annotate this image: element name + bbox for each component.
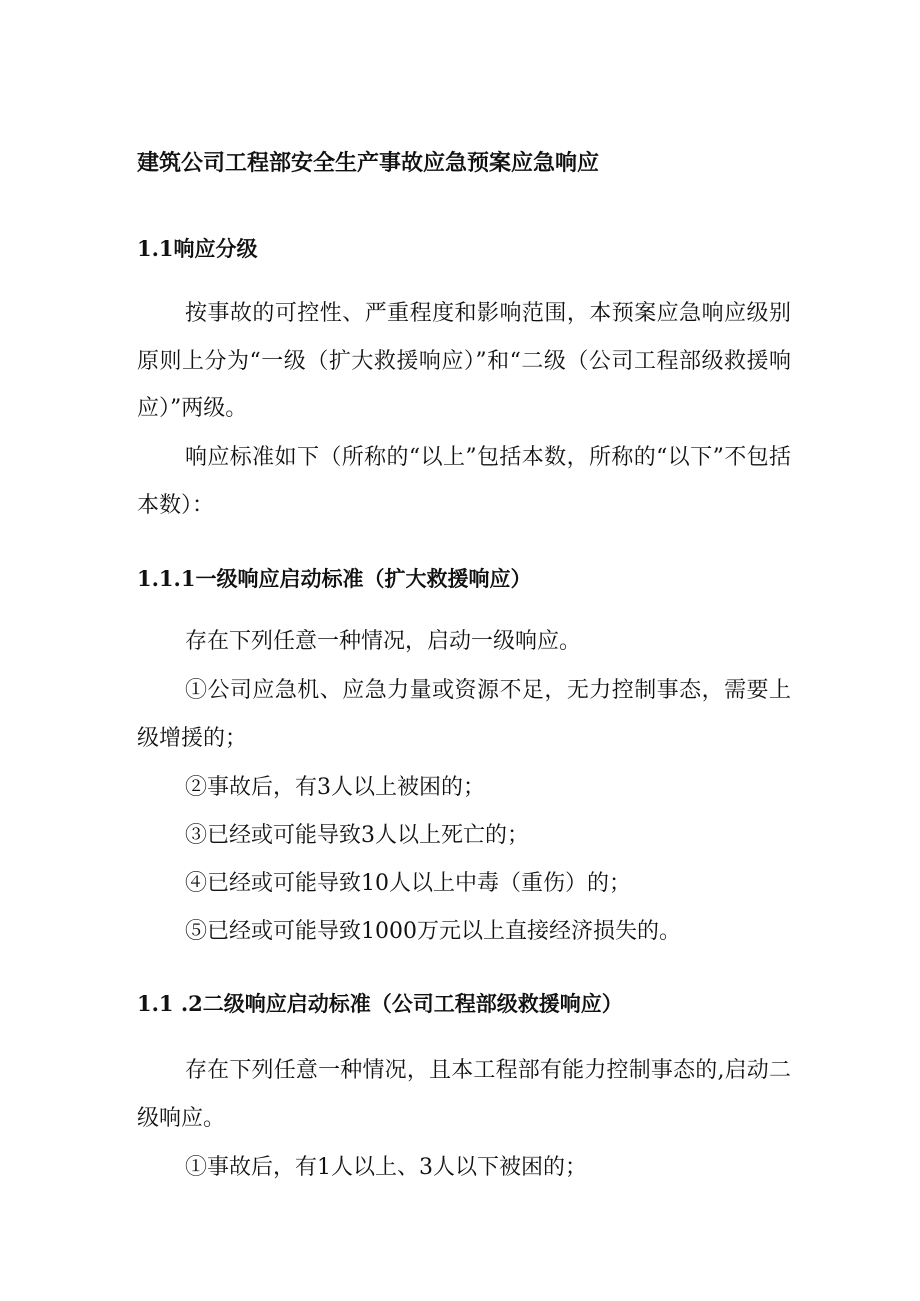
paragraph-response-standards: 响应标准如下（所称的“以上”包括本数，所称的“以下”不包括本数）：: [137, 445, 791, 518]
section-heading-1-1-1: 1.1.1一级响应启动标准（扩大救援响应）: [137, 566, 532, 591]
level-one-item: ⑤已经或可能导致1000万元以上直接经济损失的。: [185, 919, 681, 944]
section-heading-1-1-2: 1.1 .2二级响应启动标准（公司工程部级救援响应）: [137, 991, 623, 1016]
paragraph-response-levels: 按事故的可控性、严重程度和影响范围，本预案应急响应级别原则上分为“一级（扩大救援响应）”和“二级（公司工程部级救援响应）”两级。: [137, 301, 791, 421]
document-title: 建筑公司工程部安全生产事故应急预案应急响应: [137, 150, 600, 176]
level-one-item: ④已经或可能导致10人以上中毒（重伤）的；: [185, 871, 631, 896]
level-one-intro: 存在下列任意一种情况，启动一级响应。: [185, 629, 582, 654]
level-one-item: ②事故后，有3人以上被困的；: [185, 775, 485, 800]
section-heading-1-1: 1.1响应分级: [137, 236, 258, 261]
level-two-item: ①事故后，有1人以上、3人以下被困的；: [185, 1155, 587, 1180]
level-one-item: ③已经或可能导致3人以上死亡的；: [185, 823, 529, 848]
level-two-intro: 存在下列任意一种情况，且本工程部有能力控制事态的,启动二级响应。: [137, 1058, 791, 1131]
level-one-item: ①公司应急机、应急力量或资源不足，无力控制事态，需要上级增援的；: [137, 678, 791, 751]
